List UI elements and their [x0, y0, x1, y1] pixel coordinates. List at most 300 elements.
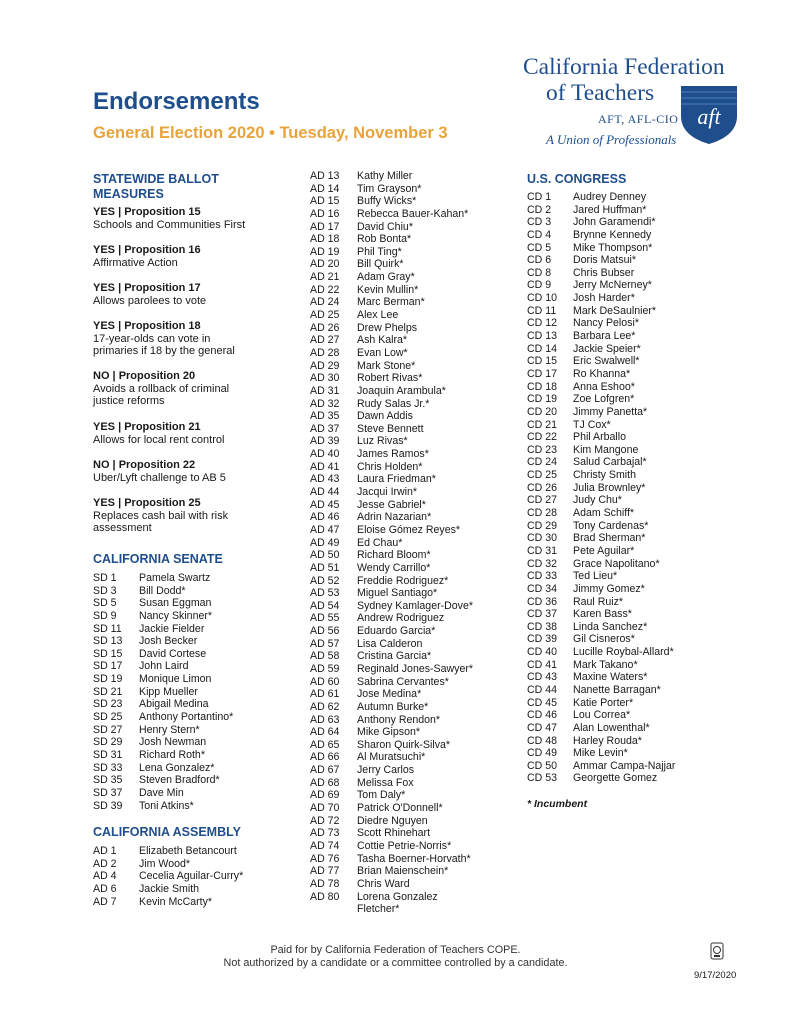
candidate-row	[310, 878, 473, 891]
candidate-name: Eloise Gómez Reyes*	[357, 523, 461, 536]
candidate-name: Brian Maienschein*	[357, 865, 449, 878]
district-label: CD 30	[527, 532, 558, 545]
candidate-name: Ash Kalra*	[357, 334, 408, 347]
district-label: CD 5	[527, 241, 552, 254]
candidate-name: Brad Sherman*	[573, 532, 646, 545]
district-label: CD 39	[527, 633, 558, 646]
candidate-row	[93, 896, 243, 909]
district-label: CD 43	[527, 671, 558, 684]
candidate-name: David Cortese	[139, 647, 207, 660]
district-label: AD 69	[310, 789, 340, 802]
district-label: CD 2	[527, 203, 552, 216]
district-label: CD 10	[527, 292, 558, 305]
candidate-name: Mark Takano*	[573, 658, 638, 671]
candidate-row	[93, 673, 233, 686]
candidate-name: Kathy Miller	[357, 170, 413, 182]
candidate-name: Grace Napolitano*	[573, 557, 660, 570]
district-label: SD 35	[93, 774, 123, 787]
candidate-row	[527, 772, 675, 785]
candidate-name: Salud Carbajal*	[573, 456, 647, 469]
measure-position: YES | Proposition 25	[93, 497, 201, 509]
candidate-row	[310, 372, 473, 385]
candidate-name: Alan Lowenthal*	[573, 721, 650, 734]
candidate-name: Tony Cardenas*	[573, 519, 649, 532]
measure-description: Replaces cash bail with risk	[93, 509, 229, 522]
district-label: AD 61	[310, 688, 340, 701]
candidate-row	[527, 419, 675, 432]
ballot-measure	[93, 370, 229, 408]
candidate-row	[527, 621, 675, 634]
candidate-row	[310, 903, 473, 916]
candidate-row	[310, 726, 473, 739]
candidate-name: Ro Khanna*	[573, 367, 631, 380]
district-label: CD 27	[527, 494, 558, 507]
measure-position: YES | Proposition 17	[93, 282, 201, 294]
candidate-row	[310, 789, 473, 802]
candidate-row	[527, 242, 675, 255]
congress-heading: U.S. CONGRESS	[527, 172, 627, 186]
candidate-name: Maxine Waters*	[573, 671, 648, 684]
district-label: CD 50	[527, 759, 558, 772]
district-label: CD 4	[527, 228, 552, 241]
candidate-name: Scott Rhinehart	[357, 827, 431, 840]
candidate-row	[93, 635, 233, 648]
district-label: SD 37	[93, 786, 123, 799]
candidate-row	[310, 777, 473, 790]
district-label: CD 20	[527, 405, 558, 418]
candidate-row	[310, 385, 473, 398]
candidate-row	[310, 448, 473, 461]
candidate-row	[93, 660, 233, 673]
candidate-row	[527, 583, 675, 596]
district-label: AD 1	[93, 845, 117, 857]
candidate-row	[93, 787, 233, 800]
candidate-name: Jackie Fielder	[139, 622, 205, 635]
district-label: SD 19	[93, 673, 123, 686]
candidate-name: Jerry Carlos	[357, 764, 415, 777]
measure-description: primaries if 18 by the general	[93, 345, 235, 358]
candidate-name: Rob Bonta*	[357, 233, 412, 246]
candidate-name: Tom Daly*	[357, 789, 406, 802]
measure-position: YES | Proposition 21	[93, 421, 201, 433]
district-label: AD 73	[310, 827, 340, 840]
district-label: SD 1	[93, 572, 117, 584]
congress-list	[527, 191, 675, 785]
candidate-name: Bill Dodd*	[139, 584, 186, 597]
measure-description: Affirmative Action	[93, 256, 178, 269]
candidate-name: Karen Bass*	[573, 608, 632, 621]
candidate-row	[527, 191, 675, 204]
candidate-name: Jackie Smith	[139, 882, 200, 895]
district-label: AD 2	[93, 857, 117, 870]
candidate-name: Kevin McCarty*	[139, 895, 212, 908]
candidate-row	[310, 600, 473, 613]
candidate-row	[310, 764, 473, 777]
candidate-name: Chris Bubser	[573, 266, 635, 279]
district-label: AD 14	[310, 182, 340, 195]
candidate-row	[93, 774, 233, 787]
district-label: AD 4	[93, 870, 117, 883]
candidate-row	[310, 714, 473, 727]
measure-description: Uber/Lyft challenge to AB 5	[93, 471, 226, 484]
district-label: CD 45	[527, 696, 558, 709]
district-label: AD 16	[310, 207, 340, 220]
district-label: AD 30	[310, 372, 340, 385]
candidate-row	[527, 456, 675, 469]
measure-description: 17-year-olds can vote in	[93, 332, 211, 345]
candidate-row	[310, 701, 473, 714]
candidate-name: Doris Matsui*	[573, 254, 636, 267]
district-label: AD 44	[310, 486, 340, 499]
candidate-row	[93, 858, 243, 871]
district-label: CD 34	[527, 582, 558, 595]
candidate-row	[527, 292, 675, 305]
candidate-row	[527, 229, 675, 242]
candidate-row	[527, 608, 675, 621]
candidate-row	[527, 596, 675, 609]
candidate-row	[310, 322, 473, 335]
candidate-row	[310, 865, 473, 878]
candidate-row	[527, 204, 675, 217]
candidate-name: Laura Friedman*	[357, 473, 436, 486]
district-label: AD 54	[310, 599, 340, 612]
assembly-list-col2	[310, 170, 473, 916]
candidate-row	[527, 216, 675, 229]
district-label: SD 15	[93, 647, 123, 660]
print-date: 9/17/2020	[694, 970, 737, 981]
measure-description: justice reforms	[93, 395, 165, 408]
footer-disclaimer	[0, 944, 791, 970]
candidate-row	[93, 572, 233, 585]
candidate-row	[310, 271, 473, 284]
candidate-name: Jacqui Irwin*	[357, 486, 418, 499]
candidate-name: Anthony Rendon*	[357, 713, 441, 726]
senate-heading: CALIFORNIA SENATE	[93, 552, 223, 566]
district-label: CD 38	[527, 620, 558, 633]
district-label: AD 7	[93, 895, 117, 908]
district-label: CD 11	[527, 304, 557, 317]
measure-description: Allows for local rent control	[93, 433, 225, 446]
candidate-row	[310, 461, 473, 474]
candidate-name: James Ramos*	[357, 448, 429, 461]
district-label: AD 32	[310, 397, 340, 410]
ballot-measure	[93, 497, 228, 535]
candidate-name: Chris Holden*	[357, 460, 423, 473]
candidate-row	[527, 469, 675, 482]
candidate-name: Josh Becker	[139, 635, 198, 648]
candidate-name: Nancy Pelosi*	[573, 317, 639, 330]
district-label: CD 17	[527, 367, 558, 380]
candidate-name: Julia Brownley*	[573, 481, 646, 494]
assembly-heading: CALIFORNIA ASSEMBLY	[93, 825, 241, 839]
candidate-name: Lena Gonzalez*	[139, 761, 215, 774]
candidate-name: Reginald Jones-Sawyer*	[357, 662, 474, 675]
candidate-name: Eduardo Garcia*	[357, 625, 436, 638]
measure-position: NO | Proposition 22	[93, 459, 196, 471]
district-label: CD 53	[527, 772, 558, 785]
candidate-name: Mark Stone*	[357, 359, 416, 372]
district-label: AD 55	[310, 612, 340, 625]
district-label: AD 41	[310, 460, 340, 473]
measure-position: NO | Proposition 20	[93, 370, 196, 382]
candidate-row	[310, 524, 473, 537]
district-label: CD 18	[527, 380, 558, 393]
district-label: SD 9	[93, 609, 117, 622]
district-label: SD 29	[93, 736, 123, 749]
logo-tagline: A Union of Professionals	[546, 132, 677, 147]
candidate-row	[527, 393, 675, 406]
district-label: AD 77	[310, 865, 340, 878]
candidate-name: Ammar Campa-Najjar	[573, 759, 676, 772]
ballot-measure	[93, 421, 224, 446]
candidate-name: Barbara Lee*	[573, 330, 636, 343]
candidate-name: Lisa Calderon	[357, 637, 423, 650]
candidate-name: Wendy Carrillo*	[357, 561, 431, 574]
district-label: AD 37	[310, 422, 340, 435]
candidate-name: Phil Arballo	[573, 431, 626, 444]
page-subtitle: General Election 2020 • Tuesday, November 3	[93, 124, 448, 142]
district-label: AD 63	[310, 713, 340, 726]
district-label: AD 15	[310, 195, 340, 208]
district-label: AD 26	[310, 321, 340, 334]
candidate-row	[527, 406, 675, 419]
candidate-name: Steve Bennett	[357, 422, 424, 435]
candidate-row	[527, 760, 675, 773]
district-label: AD 66	[310, 751, 340, 764]
candidate-row	[310, 612, 473, 625]
measure-description: Avoids a rollback of criminal	[93, 382, 230, 395]
candidate-row	[527, 570, 675, 583]
candidate-row	[527, 330, 675, 343]
candidate-row	[93, 597, 233, 610]
district-label: AD 56	[310, 625, 340, 638]
candidate-name: Abigail Medina	[139, 698, 209, 711]
candidate-row	[310, 840, 473, 853]
candidate-name: Bill Quirk*	[357, 258, 404, 271]
candidate-name: Melissa Fox	[357, 776, 414, 789]
candidate-name: Joaquin Arambula*	[357, 384, 446, 397]
ballot-measure	[93, 320, 235, 358]
candidate-name: Mike Levin*	[573, 747, 628, 760]
measure-description: Schools and Communities First	[93, 218, 246, 231]
candidate-row	[527, 532, 675, 545]
candidate-name: Jimmy Panetta*	[573, 405, 648, 418]
candidate-name: John Laird	[139, 660, 189, 673]
candidate-name: Steven Bradford*	[139, 774, 220, 787]
district-label: SD 33	[93, 761, 123, 774]
candidate-row	[93, 845, 243, 858]
measure-description: Allows parolees to vote	[93, 294, 207, 307]
district-label: AD 35	[310, 410, 340, 423]
page-title: Endorsements	[93, 88, 260, 115]
district-label: CD 26	[527, 481, 558, 494]
candidate-name: Richard Roth*	[139, 748, 205, 761]
candidate-name: Kim Mangone	[573, 443, 639, 456]
union-bug-icon	[710, 942, 724, 960]
district-label: CD 9	[527, 279, 552, 292]
senate-list	[93, 572, 233, 812]
candidate-row	[93, 623, 233, 636]
candidate-row	[310, 309, 473, 322]
candidate-row	[310, 334, 473, 347]
district-label: CD 15	[527, 355, 558, 368]
candidate-row	[310, 499, 473, 512]
candidate-row	[527, 747, 675, 760]
candidate-row	[93, 698, 233, 711]
candidate-row	[527, 279, 675, 292]
candidate-name: Georgette Gomez	[573, 772, 658, 785]
district-label: AD 6	[93, 882, 117, 895]
district-label: AD 43	[310, 473, 340, 486]
candidate-row	[310, 486, 473, 499]
candidate-row	[310, 853, 473, 866]
candidate-name: Jimmy Gomez*	[573, 582, 645, 595]
ballot-heading-line-1: STATEWIDE BALLOT	[93, 172, 219, 186]
candidate-name: Chris Ward	[357, 877, 410, 890]
district-label: CD 21	[527, 418, 558, 431]
candidate-name: Marc Berman*	[357, 296, 425, 309]
candidate-row	[527, 722, 675, 735]
candidate-row	[527, 633, 675, 646]
district-label: AD 18	[310, 233, 340, 246]
ballot-measure	[93, 244, 201, 269]
candidate-name: Henry Stern*	[139, 723, 200, 736]
candidate-name: Freddie Rodriguez*	[357, 574, 449, 587]
district-label: CD 28	[527, 507, 558, 520]
candidate-name: Nanette Barragan*	[573, 683, 661, 696]
candidate-name: Lucille Roybal-Allard*	[573, 646, 674, 659]
candidate-name: Robert Rivas*	[357, 372, 423, 385]
district-label: CD 12	[527, 317, 558, 330]
candidate-row	[93, 762, 233, 775]
candidate-name: Josh Newman	[139, 736, 207, 749]
candidate-name: Jose Medina*	[357, 688, 422, 701]
candidate-row	[310, 233, 473, 246]
candidate-row	[527, 267, 675, 280]
district-label: AD 17	[310, 220, 340, 233]
district-label: AD 53	[310, 587, 340, 600]
candidate-row	[93, 736, 233, 749]
district-label: AD 65	[310, 738, 340, 751]
district-label: CD 40	[527, 646, 558, 659]
candidate-row	[310, 587, 473, 600]
district-label: AD 70	[310, 802, 340, 815]
district-label: CD 33	[527, 570, 558, 583]
candidate-row	[310, 258, 473, 271]
district-label: AD 27	[310, 334, 340, 347]
candidate-row	[93, 870, 243, 883]
candidate-name: Jesse Gabriel*	[357, 498, 426, 511]
district-label: SD 5	[93, 597, 117, 610]
logo-line-2: of Teachers	[546, 80, 655, 106]
assembly-list-col1	[93, 845, 243, 908]
candidate-row	[93, 686, 233, 699]
district-label: SD 27	[93, 723, 123, 736]
candidate-row	[310, 410, 473, 423]
candidate-name: Toni Atkins*	[139, 799, 194, 812]
candidate-name: Katie Porter*	[573, 696, 634, 709]
candidate-name: Sabrina Cervantes*	[357, 675, 449, 688]
candidate-row	[310, 688, 473, 701]
candidate-row	[310, 751, 473, 764]
candidate-name: Alex Lee	[357, 309, 399, 322]
candidate-row	[310, 360, 473, 373]
candidate-name: Lou Correa*	[573, 709, 631, 722]
candidate-name: John Garamendi*	[573, 216, 656, 229]
candidate-row	[310, 650, 473, 663]
candidate-name: Evan Low*	[357, 346, 408, 359]
candidate-name: Mike Gipson*	[357, 726, 420, 739]
candidate-row	[527, 520, 675, 533]
candidate-row	[93, 883, 243, 896]
candidate-row	[310, 296, 473, 309]
candidate-name: Adam Gray*	[357, 271, 415, 284]
district-label: AD 22	[310, 283, 340, 296]
district-label: AD 64	[310, 726, 340, 739]
district-label: AD 29	[310, 359, 340, 372]
district-label: SD 25	[93, 711, 123, 724]
candidate-name: Luz Rivas*	[357, 435, 408, 448]
candidate-name: Elizabeth Betancourt	[139, 845, 237, 857]
district-label: AD 19	[310, 245, 340, 258]
district-label: AD 52	[310, 574, 340, 587]
district-label: AD 59	[310, 662, 340, 675]
candidate-name: David Chiu*	[357, 220, 413, 233]
candidate-row	[527, 507, 675, 520]
candidate-name: Dawn Addis	[357, 410, 413, 423]
candidate-row	[527, 709, 675, 722]
candidate-row	[310, 827, 473, 840]
candidate-name: Raul Ruiz*	[573, 595, 624, 608]
ballot-measure	[93, 282, 206, 307]
candidate-row	[527, 355, 675, 368]
candidate-name: Eric Swalwell*	[573, 355, 640, 368]
district-label: CD 32	[527, 557, 558, 570]
candidate-name: Josh Harder*	[573, 292, 635, 305]
district-label: SD 23	[93, 698, 123, 711]
candidate-row	[310, 221, 473, 234]
candidate-name: Judy Chu*	[573, 494, 622, 507]
district-label: AD 46	[310, 511, 340, 524]
candidate-row	[310, 625, 473, 638]
candidate-row	[310, 195, 473, 208]
district-label: AD 25	[310, 309, 340, 322]
candidate-row	[310, 891, 473, 904]
district-label: AD 60	[310, 675, 340, 688]
district-label: SD 39	[93, 799, 123, 812]
candidate-row	[93, 724, 233, 737]
ballot-heading-line-2: MEASURES	[93, 187, 164, 201]
district-label: CD 13	[527, 330, 558, 343]
candidate-row	[310, 537, 473, 550]
candidate-row	[527, 659, 675, 672]
candidate-name: Audrey Denney	[573, 191, 647, 203]
district-label: CD 31	[527, 544, 558, 557]
district-label: AD 51	[310, 561, 340, 574]
district-label: AD 13	[310, 170, 340, 182]
candidate-name: Mark DeSaulnier*	[573, 304, 657, 317]
candidate-row	[527, 431, 675, 444]
candidate-name: Monique Limon	[139, 673, 212, 686]
district-label: CD 44	[527, 683, 558, 696]
district-label: CD 36	[527, 595, 558, 608]
candidate-name: Sydney Kamlager-Dove*	[357, 599, 473, 612]
candidate-name: Pete Aguilar*	[573, 544, 635, 557]
candidate-row	[527, 684, 675, 697]
measure-position: YES | Proposition 15	[93, 206, 201, 218]
candidate-name: Ed Chau*	[357, 536, 403, 549]
ballot-measure	[93, 459, 226, 484]
